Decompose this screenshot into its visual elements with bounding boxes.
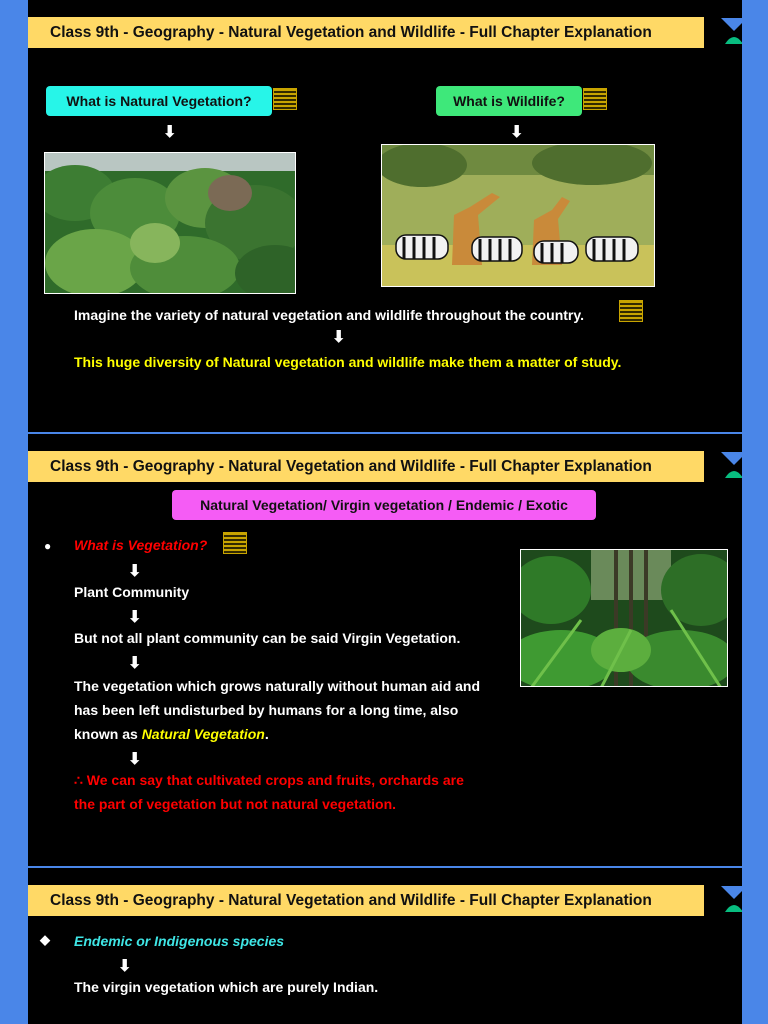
definition-line-2: has been left undisturbed by humans for a long time, also	[74, 702, 459, 718]
down-arrow-icon: ⬇	[332, 329, 346, 346]
down-arrow-icon: ⬇	[128, 609, 142, 626]
conclusion-line-1: ∴ We can say that cultivated crops and fruits, orchards are	[74, 772, 464, 788]
highlight-scribble-icon	[582, 86, 608, 112]
down-arrow-icon: ⬇	[163, 124, 177, 141]
slide-3	[28, 868, 742, 1024]
definition-line-3: known as Natural Vegetation.	[74, 726, 269, 742]
not-all-text: But not all plant community can be said Virgin Vegetation.	[74, 630, 461, 646]
down-arrow-icon: ⬇	[128, 563, 142, 580]
pill-natural-vegetation: What is Natural Vegetation?	[46, 86, 272, 116]
down-arrow-icon: ⬇	[118, 958, 132, 975]
slide-title-bar	[28, 17, 704, 48]
imagine-text: Imagine the variety of natural vegetation and wildlife throughout the country.	[74, 307, 585, 323]
slide-title: Class 9th - Geography - Natural Vegetation and Wildlife - Full Chapter Explanation	[50, 23, 652, 41]
pill-wildlife: What is Wildlife?	[436, 86, 582, 116]
slide-title-bar	[28, 885, 704, 916]
down-arrow-icon: ⬇	[128, 655, 142, 672]
definition-line-1: The vegetation which grows naturally without human aid and	[74, 678, 481, 694]
natural-vegetation-term: Natural Vegetation	[141, 726, 265, 742]
highlight-scribble-icon	[272, 86, 298, 112]
slide-title: Class 9th - Geography - Natural Vegetation and Wildlife - Full Chapter Explanation	[50, 891, 652, 909]
vegetation-question: What is Vegetation?	[74, 537, 208, 553]
endemic-heading: Endemic or Indigenous species	[74, 933, 285, 949]
down-arrow-icon: ⬇	[128, 751, 142, 768]
bullet-icon: ●	[44, 539, 52, 553]
conclusion-line-2: the part of vegetation but not natural vegetation.	[74, 796, 397, 812]
brand-logo-icon	[712, 442, 742, 490]
brand-logo-icon	[712, 876, 742, 924]
slide-2	[28, 434, 742, 866]
highlight-scribble-icon	[618, 298, 644, 324]
pill-vegetation-types: Natural Vegetation/ Virgin vegetation / Endemic / Exotic	[172, 490, 596, 520]
diversity-text: This huge diversity of Natural vegetation and wildlife make them a matter of study.	[74, 354, 622, 370]
jungle-photo	[520, 549, 728, 687]
slide-title: Class 9th - Geography - Natural Vegetation and Wildlife - Full Chapter Explanation	[50, 457, 652, 475]
down-arrow-icon: ⬇	[510, 124, 524, 141]
diamond-bullet-icon: ◆	[40, 932, 50, 947]
slide-title-bar	[28, 451, 704, 482]
wildlife-photo	[381, 144, 655, 287]
forest-photo	[44, 152, 296, 294]
highlight-scribble-icon	[222, 530, 248, 556]
plant-community-text: Plant Community	[74, 584, 190, 600]
brand-logo-icon	[712, 8, 742, 56]
slide-1	[28, 0, 742, 432]
endemic-definition: The virgin vegetation which are purely Indian.	[74, 979, 379, 995]
